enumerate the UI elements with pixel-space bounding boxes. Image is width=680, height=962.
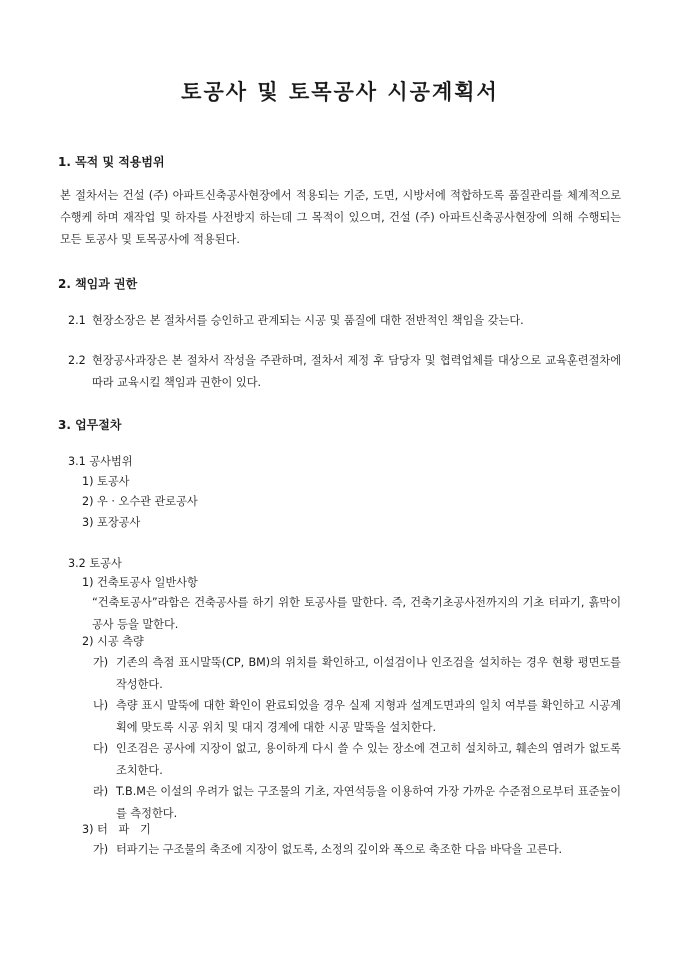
list-item: 3) 터 파 기 [82,823,151,836]
sub-item-ga-2: 터파기는 구조물의 축조에 지장이 없도록, 소정의 깊이와 폭으로 축조한 다음 바닥을 고른다. [116,843,563,856]
list-item: 1) 건축토공사 일반사항 [82,576,198,589]
item-number: 나) [93,699,109,712]
item-number: 2.2 [68,354,86,367]
section-3-1-label: 3.1 공사범위 [68,455,133,468]
sub-item-da: 인조검은 공사에 지장이 없고, 용이하게 다시 쓸 수 있는 장소에 견고히 설치하고, 훼손의 염려가 없도록 조치한다. [116,742,621,777]
item-number: 라) [93,785,109,798]
section-3-2-label: 3.2 토공사 [68,557,122,570]
sub-item-na: 측량 표시 말뚝에 대한 확인이 완료되었을 경우 실제 지형과 설계도면과의 일치 여부를 확인하고 시공계획에 맞도록 시공 위치 및 대지 경계에 대한 시공 말뚝을 설치한다. [116,699,621,734]
item-number: 2.1 [68,314,86,327]
section-2-2-body: 현장공사과장은 본 절차서 작성을 주관하며, 절차서 제정 후 담당자 및 협력업체를 대상으로 교육훈련절차에 따라 교육시킬 책임과 권한이 있다. [92,354,621,389]
list-item: 2) 우 · 오수관 관로공사 [82,495,198,508]
section-2-heading: 2. 책임과 권한 [58,277,138,291]
list-item: 3) 포장공사 [82,516,141,529]
section-2-1-body: 현장소장은 본 절차서를 승인하고 관계되는 시공 및 품질에 대한 전반적인 책임을 갖는다. [92,314,524,327]
list-item-body: “건축토공사”라함은 건축공사를 하기 위한 토공사를 말한다. 즉, 건축기초공사전까지의 기초 터파기, 흙막이 공사 등을 말한다. [92,596,621,631]
section-1-heading: 1. 목적 및 적용범위 [58,155,165,169]
document-title: 토공사 및 토목공사 시공계획서 [181,79,499,104]
sub-item-ga: 기존의 측점 표시말뚝(CP, BM)의 위치를 확인하고, 이설검이나 인조검을 설치하는 경우 현황 평면도를 작성한다. [116,656,621,691]
item-number: 가) [93,656,109,669]
list-item: 1) 토공사 [82,475,130,488]
list-item: 2) 시공 측량 [82,635,144,648]
item-number: 가) [93,843,109,856]
section-3-heading: 3. 업무절차 [58,418,122,432]
section-1-body: 본 절차서는 건설 (주) 아파트신축공사현장에서 적용되는 기준, 도면, 시방서에 적합하도록 품질관리를 체계적으로 수행케 하며 재작업 및 하자를 사전방지 하는데 그 목적이 있으며, 건설 (주) 아파트신축공사현장에 의해 수행되는 모든 토공사 및 토목공사에 적용된다. [60,189,621,246]
sub-item-ra: T.B.M은 이설의 우려가 없는 구조물의 기초, 자연석등을 이용하여 가장 가까운 수준점으로부터 표준높이를 측정한다. [116,785,621,820]
item-number: 다) [93,742,109,755]
